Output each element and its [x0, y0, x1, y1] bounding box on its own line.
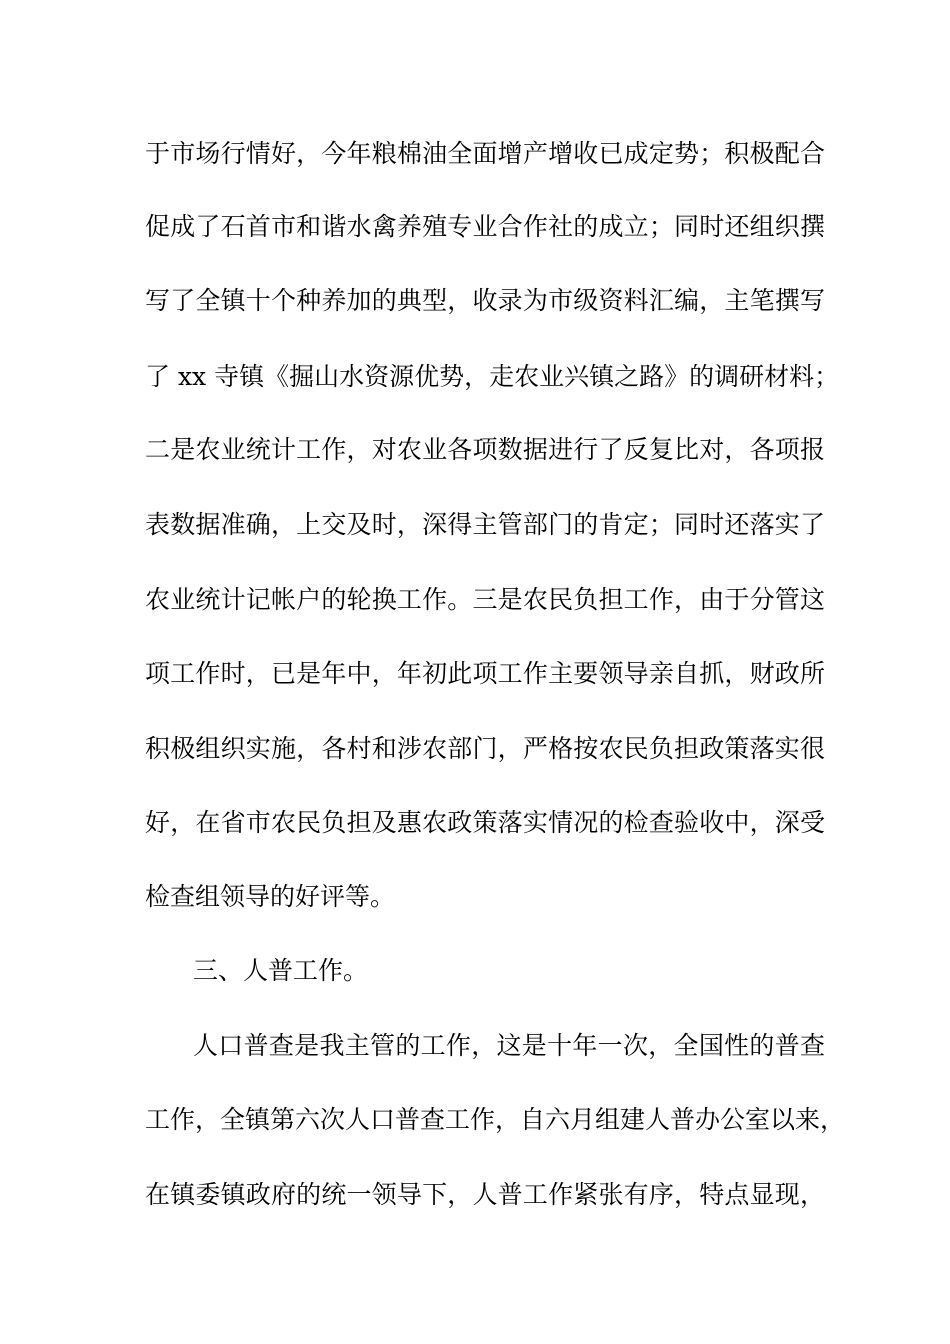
text-line: 在镇委镇政府的统一领导下，人普工作紧张有序，特点显现， — [145, 1180, 825, 1209]
text-line: 于市场行情好，今年粮棉油全面增产增收已成定势；积极配合 — [145, 139, 825, 168]
text-line: 写了全镇十个种养加的典型，收录为市级资料汇编，主笔撰写 — [145, 286, 825, 315]
text-line: 表数据准确，上交及时，深得主管部门的肯定；同时还落实了 — [145, 510, 825, 539]
text-line: 人口普查是我主管的工作，这是十年一次，全国性的普查 — [193, 1031, 825, 1060]
text-line: 检查组领导的好评等。 — [145, 882, 396, 911]
text-line: 了 xx 寺镇《掘山水资源优势，走农业兴镇之路》的调研材料； — [145, 362, 840, 391]
section-heading: 三、人普工作。 — [193, 956, 369, 985]
text-line: 好，在省市农民负担及惠农政策落实情况的检查验收中，深受 — [145, 808, 825, 837]
text-line: 工作，全镇第六次人口普查工作，自六月组建人普办公室以来， — [145, 1105, 846, 1134]
text-line: 农业统计记帐户的轮换工作。三是农民负担工作，由于分管这 — [145, 585, 825, 614]
text-line: 积极组织实施，各村和涉农部门，严格按农民负担政策落实很 — [145, 734, 825, 763]
text-line: 项工作时，已是年中，年初此项工作主要领导亲自抓，财政所 — [145, 659, 825, 688]
text-line: 二是农业统计工作，对农业各项数据进行了反复比对，各项报 — [145, 435, 825, 464]
text-line: 促成了石首市和谐水禽养殖专业合作社的成立；同时还组织撰 — [145, 212, 825, 241]
